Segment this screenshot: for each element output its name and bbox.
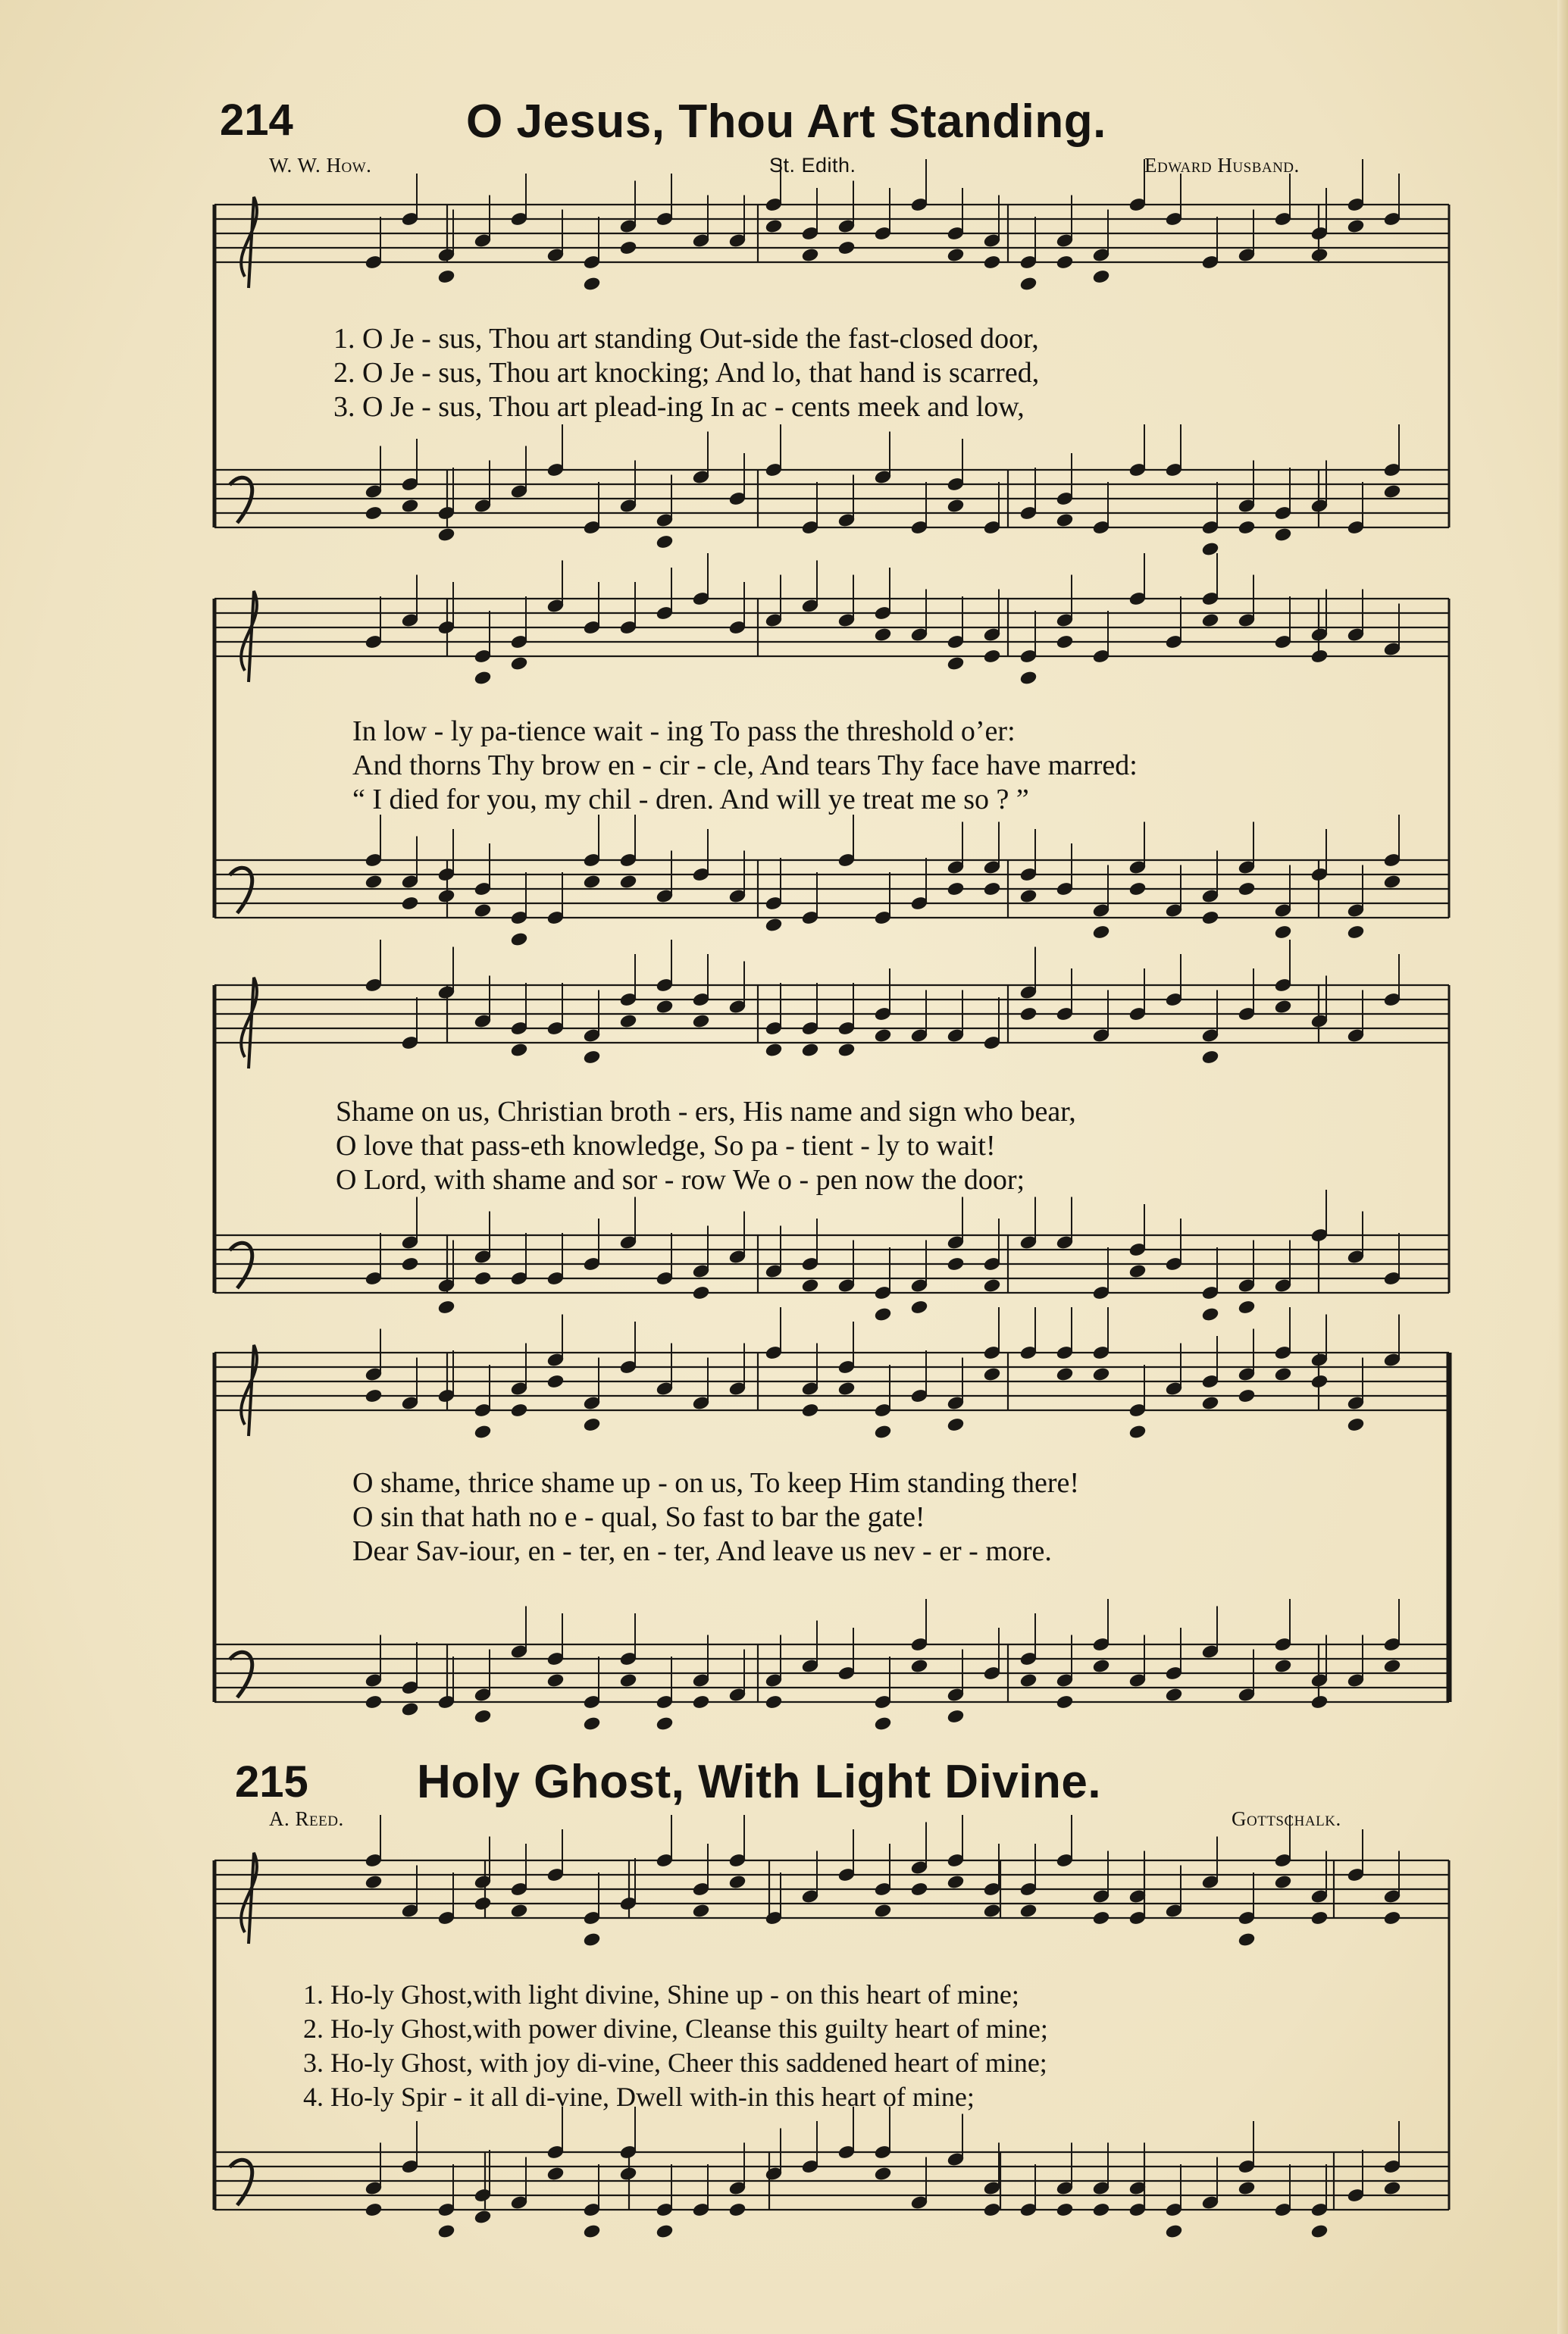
note-head [1092,925,1110,940]
note-head [1128,881,1147,896]
note-head [1019,671,1038,686]
note-head [656,1716,674,1732]
note-head [1310,2224,1329,2239]
note-head [1383,874,1401,890]
note-head [983,649,1001,664]
note-head [1383,484,1401,499]
note-head [437,527,455,543]
note-head [983,881,1001,896]
note-head [583,874,601,890]
treble-clef [241,1853,257,1944]
lyric-line: In low - ly pa-tience wait - ing To pass the threshold o’er: [352,715,1016,747]
note-head [692,1285,710,1300]
hymn-214-author: W. W. How. [269,154,372,177]
note-head [1310,1374,1329,1389]
note-head [801,1278,819,1294]
note-head [983,2202,1001,2217]
note-head [474,1709,492,1724]
note-head [1238,520,1256,535]
note-head [619,2167,637,2182]
note-head [656,534,674,549]
hymn-215-author: A. Reed. [269,1807,344,1830]
note-head [1238,1932,1256,1948]
lyric-line: 3. O Je - sus, Thou art plead-ing In ac - cents meek and low, [333,391,1025,423]
hymn-214-system-3-lyrics [336,1095,1076,1197]
note-head [1310,1910,1329,1926]
note-head [874,1028,892,1043]
lyric-line: O shame, thrice shame up - on us, To keep Him standing there! [352,1467,1080,1499]
note-head [1347,1417,1365,1432]
note-head [947,1875,965,1890]
note-head [1056,513,1074,528]
note-head [583,1716,601,1732]
note-head [437,889,455,904]
note-head [401,1702,419,1717]
note-head [510,932,528,947]
note-head [1092,1659,1110,1674]
lyric-line: 2. O Je - sus, Thou art knocking; And lo, that hand is scarred, [333,357,1040,389]
note-head [1274,527,1292,543]
note-head [437,1300,455,1315]
bass-staff [214,860,1449,918]
note-head [401,896,419,911]
note-head [1092,1910,1110,1926]
note-head [947,1417,965,1432]
note-head [1310,248,1329,263]
note-head [1238,881,1256,896]
lyric-line: Dear Sav-iour, en - ter, en - ter, And leave us nev - er - more. [352,1535,1052,1567]
note-head [365,1875,383,1890]
note-head [837,1381,856,1397]
note-head [765,1043,783,1058]
note-head [619,1673,637,1688]
note-head [1238,1388,1256,1403]
note-head [1056,1367,1074,1382]
note-head [1383,1910,1401,1926]
note-head [1019,1673,1038,1688]
bass-staff [214,1235,1449,1293]
hymn-214-number: 214 [220,95,293,145]
note-head [1347,219,1365,234]
note-head [1274,1000,1292,1015]
lyric-line: O love that pass-eth knowledge, So pa - tient - ly to wait! [336,1130,996,1162]
hymn-215-number: 215 [235,1757,308,1807]
note-head [983,1904,1001,1919]
note-head [546,2167,565,2182]
note-head [510,1043,528,1058]
note-head [583,277,601,292]
treble-staff [214,1860,1449,1918]
note-head [837,1043,856,1058]
note-head [801,248,819,263]
note-head [583,1050,601,1065]
note-head [1201,1050,1219,1065]
note-head [1310,1694,1329,1710]
note-head [1310,649,1329,664]
note-head [801,1043,819,1058]
note-head [1238,1300,1256,1315]
treble-clef [241,591,257,682]
hymn-214-composer: Edward Husband. [1144,154,1300,177]
note-head [474,1425,492,1440]
treble-staff [214,1353,1449,1410]
note-head [1383,1659,1401,1674]
note-head [728,1875,746,1890]
note-head [474,671,492,686]
note-head [619,874,637,890]
note-head [1347,925,1365,940]
note-head [728,2202,746,2217]
note-head [1128,1425,1147,1440]
treble-clef [241,197,257,288]
note-head [874,1425,892,1440]
note-head [365,505,383,521]
treble-staff [214,205,1449,262]
note-head [1165,2224,1183,2239]
note-head [401,499,419,514]
note-head [583,1417,601,1432]
note-head [910,1882,928,1897]
note-head [874,1716,892,1732]
note-head [474,1896,492,1911]
note-head [619,1014,637,1029]
note-head [983,1278,1001,1294]
note-head [365,2202,383,2217]
note-head [983,255,1001,270]
lyric-line: 2. Ho-ly Ghost,with power divine, Cleanse this guilty heart of mine; [303,2013,1048,2044]
lyric-line: 3. Ho-ly Ghost, with joy di-vine, Cheer this saddened heart of mine; [303,2048,1047,2078]
note-head [874,1904,892,1919]
lyric-line: “ I died for you, my chil - dren. And will ye treat me so ? ” [352,784,1029,815]
note-head [765,1694,783,1710]
note-head [947,881,965,896]
note-head [510,1403,528,1418]
note-head [692,1694,710,1710]
note-head [1056,1694,1074,1710]
note-head [437,269,455,284]
note-head [1019,1904,1038,1919]
note-head [910,1300,928,1315]
note-head [546,1673,565,1688]
note-head [619,240,637,255]
lyric-line: Shame on us, Christian broth - ers, His name and sign who bear, [336,1096,1076,1128]
note-head [692,1904,710,1919]
treble-clef [241,978,257,1068]
note-head [583,2224,601,2239]
note-head [1128,1264,1147,1279]
note-head [947,1256,965,1272]
bass-staff [214,2152,1449,2210]
note-head [983,1367,1001,1382]
lyric-line: And thorns Thy brow en - cir - cle, And tears Thy face have marred: [352,749,1138,781]
lyric-line: 4. Ho-ly Spir - it all di-vine, Dwell with-in this heart of mine; [303,2082,975,2112]
note-head [1274,1875,1292,1890]
note-head [1019,1006,1038,1022]
note-head [365,1388,383,1403]
note-head [874,627,892,643]
bass-staff [214,1644,1449,1702]
hymn-214-system-1-lyrics [333,322,1039,424]
note-head [1092,1367,1110,1382]
note-head [947,499,965,514]
note-head [474,903,492,918]
note-head [1019,889,1038,904]
lyric-line: O Lord, with shame and sor - row We o - pen now the door; [336,1164,1025,1196]
note-head [765,219,783,234]
note-head [1056,634,1074,649]
note-head [1383,2181,1401,2196]
hymn-214-system-2-lyrics [352,715,1138,817]
note-head [1165,1688,1183,1703]
note-head [1238,2181,1256,2196]
note-head [1092,269,1110,284]
note-head [1201,1396,1219,1411]
note-head [1019,277,1038,292]
hymn-214-system-4-lyrics [352,1466,1079,1569]
note-head [947,1709,965,1724]
lyric-line: O sin that hath no e - qual, So fast to bar the gate! [352,1501,925,1533]
note-head [1092,2202,1110,2217]
note-head [947,248,965,263]
hymn-214-title: O Jesus, Thou Art Standing. [466,95,1106,148]
hymn-215-system-1-lyrics [303,1978,1048,2114]
note-head [1274,1367,1292,1382]
treble-staff [214,599,1449,656]
treble-staff [214,985,1449,1043]
note-head [510,656,528,671]
note-head [1201,910,1219,925]
treble-clef [241,1345,257,1436]
note-head [874,2167,892,2182]
note-head [910,1659,928,1674]
note-head [874,1307,892,1322]
bass-staff [214,470,1449,527]
lyric-line: 1. Ho-ly Ghost,with light divine, Shine up - on this heart of mine; [303,1979,1019,2010]
note-head [1056,2202,1074,2217]
note-head [1274,1659,1292,1674]
hymn-215-composer: Gottschalk. [1232,1807,1341,1830]
note-head [365,1694,383,1710]
note-head [656,1000,674,1015]
note-head [583,1932,601,1948]
hymn-214-tune: St. Edith. [769,154,856,177]
note-head [692,1014,710,1029]
note-head [801,1403,819,1418]
note-head [474,1271,492,1286]
lyric-line: 1. O Je - sus, Thou art standing Out-side the fast-closed door, [333,323,1039,355]
note-head [546,1374,565,1389]
note-head [1201,1307,1219,1322]
note-head [365,874,383,890]
note-head [510,1904,528,1919]
hymn-215-title: Holy Ghost, With Light Divine. [417,1756,1102,1808]
note-head [656,2224,674,2239]
note-head [837,240,856,255]
note-head [1274,925,1292,940]
note-head [765,918,783,933]
note-head [1201,613,1219,628]
note-head [401,1256,419,1272]
note-head [474,2210,492,2225]
note-head [1056,255,1074,270]
note-head [947,656,965,671]
note-head [437,2224,455,2239]
